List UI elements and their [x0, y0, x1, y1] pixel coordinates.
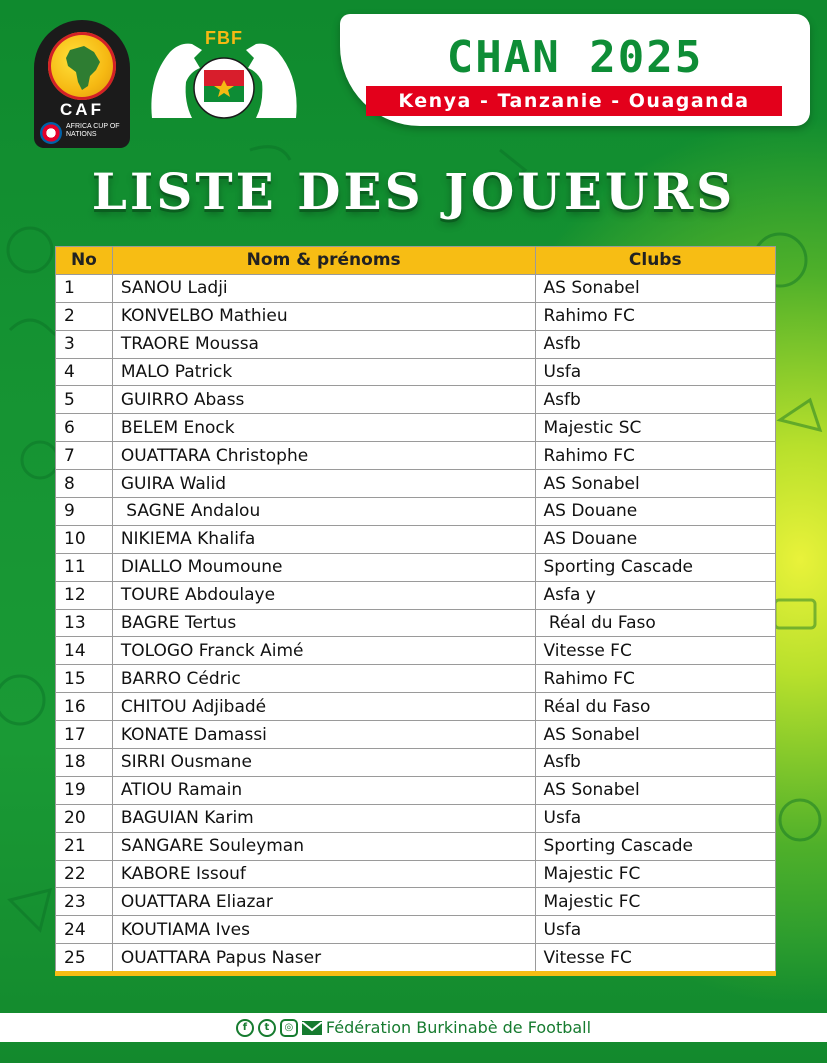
table-row	[56, 274, 776, 302]
table-row	[56, 442, 776, 470]
cell-club: Usfa	[535, 916, 776, 944]
cell-club: AS Sonabel	[535, 274, 776, 302]
cell-player-name: TRAORE Moussa	[112, 330, 535, 358]
table-header-row	[56, 247, 776, 275]
cell-number: 20	[56, 804, 113, 832]
cell-club: AS Sonabel	[535, 776, 776, 804]
cell-number: 10	[56, 525, 113, 553]
cell-number: 15	[56, 665, 113, 693]
instagram-icon[interactable]: ◎	[280, 1019, 298, 1037]
cell-number: 17	[56, 721, 113, 749]
cell-number: 8	[56, 470, 113, 498]
cell-number: 9	[56, 498, 113, 526]
cell-club: AS Douane	[535, 498, 776, 526]
cell-club: Vitesse FC	[535, 944, 776, 972]
cell-number: 12	[56, 581, 113, 609]
cell-player-name: TOURE Abdoulaye	[112, 581, 535, 609]
cell-player-name: SAGNE Andalou	[112, 498, 535, 526]
sponsor-logo-icon	[40, 122, 62, 144]
table-row	[56, 804, 776, 832]
table-row	[56, 525, 776, 553]
cell-club: Réal du Faso	[535, 609, 776, 637]
cell-player-name: KONVELBO Mathieu	[112, 302, 535, 330]
cell-player-name: BARRO Cédric	[112, 665, 535, 693]
cell-player-name: CHITOU Adjibadé	[112, 693, 535, 721]
event-title: CHAN 2025	[446, 32, 704, 83]
cell-club: Vitesse FC	[535, 637, 776, 665]
cell-number: 21	[56, 832, 113, 860]
cell-player-name: SIRRI Ousmane	[112, 749, 535, 777]
cell-club: Asfa y	[535, 581, 776, 609]
cell-player-name: OUATTARA Christophe	[112, 442, 535, 470]
facebook-icon[interactable]: f	[236, 1019, 254, 1037]
cell-player-name: KOUTIAMA Ives	[112, 916, 535, 944]
cell-club: Sporting Cascade	[535, 832, 776, 860]
cell-player-name: KONATE Damassi	[112, 721, 535, 749]
cell-number: 16	[56, 693, 113, 721]
cell-number: 2	[56, 302, 113, 330]
cell-player-name: BAGRE Tertus	[112, 609, 535, 637]
cell-club: Usfa	[535, 358, 776, 386]
table-row	[56, 386, 776, 414]
cell-player-name: NIKIEMA Khalifa	[112, 525, 535, 553]
player-list-body	[56, 274, 776, 971]
table-row	[56, 637, 776, 665]
cell-player-name: SANOU Ladji	[112, 274, 535, 302]
table-row	[56, 414, 776, 442]
cell-number: 23	[56, 888, 113, 916]
africa-globe-icon	[48, 32, 116, 100]
cell-player-name: BAGUIAN Karim	[112, 804, 535, 832]
table-row	[56, 860, 776, 888]
cell-club: Majestic FC	[535, 860, 776, 888]
cell-club: AS Sonabel	[535, 470, 776, 498]
federation-name: Fédération Burkinabè de Football	[325, 1018, 592, 1037]
table-row	[56, 498, 776, 526]
table-bottom-border	[55, 971, 776, 976]
host-countries-banner: Kenya - Tanzanie - Ouaganda	[366, 86, 782, 116]
cell-club: Rahimo FC	[535, 442, 776, 470]
caf-logo	[34, 20, 130, 148]
cell-player-name: GUIRA Walid	[112, 470, 535, 498]
cell-club: Rahimo FC	[535, 665, 776, 693]
caf-subtitle: AFRICA CUP OF NATIONS	[66, 123, 120, 138]
cell-player-name: OUATTARA Papus Naser	[112, 944, 535, 972]
title-card	[340, 14, 810, 126]
table-row	[56, 832, 776, 860]
cell-player-name: BELEM Enock	[112, 414, 535, 442]
cell-number: 14	[56, 637, 113, 665]
cell-club: Réal du Faso	[535, 693, 776, 721]
cell-club: Asfb	[535, 330, 776, 358]
cell-number: 22	[56, 860, 113, 888]
table-row	[56, 944, 776, 972]
cell-number: 13	[56, 609, 113, 637]
table-row	[56, 330, 776, 358]
player-list-table	[55, 246, 776, 972]
cell-club: Sporting Cascade	[535, 553, 776, 581]
cell-player-name: ATIOU Ramain	[112, 776, 535, 804]
cell-number: 4	[56, 358, 113, 386]
column-header-name: Nom & prénoms	[112, 247, 535, 275]
cell-number: 5	[56, 386, 113, 414]
table-row	[56, 609, 776, 637]
cell-number: 11	[56, 553, 113, 581]
cell-club: Majestic FC	[535, 888, 776, 916]
table-row	[56, 581, 776, 609]
cell-number: 6	[56, 414, 113, 442]
cell-player-name: GUIRRO Abass	[112, 386, 535, 414]
cell-number: 7	[56, 442, 113, 470]
fbf-logo	[146, 28, 302, 128]
cell-player-name: KABORE Issouf	[112, 860, 535, 888]
fbf-label: FBF	[205, 28, 243, 48]
table-row	[56, 665, 776, 693]
cell-club: AS Sonabel	[535, 721, 776, 749]
footer-bar	[0, 1013, 827, 1042]
twitter-icon[interactable]: t	[258, 1019, 276, 1037]
cell-player-name: OUATTARA Eliazar	[112, 888, 535, 916]
column-header-no: No	[56, 247, 113, 275]
table-row	[56, 693, 776, 721]
cell-number: 24	[56, 916, 113, 944]
table-row	[56, 721, 776, 749]
cell-club: Rahimo FC	[535, 302, 776, 330]
column-header-club: Clubs	[535, 247, 776, 275]
table-row	[56, 888, 776, 916]
cell-player-name: MALO Patrick	[112, 358, 535, 386]
cell-player-name: DIALLO Moumoune	[112, 553, 535, 581]
cell-number: 1	[56, 274, 113, 302]
cell-club: Majestic SC	[535, 414, 776, 442]
cell-player-name: SANGARE Souleyman	[112, 832, 535, 860]
table-row	[56, 470, 776, 498]
table-row	[56, 302, 776, 330]
cell-number: 3	[56, 330, 113, 358]
cell-number: 18	[56, 749, 113, 777]
mail-icon[interactable]	[302, 1021, 322, 1035]
table-row	[56, 358, 776, 386]
cell-player-name: TOLOGO Franck Aimé	[112, 637, 535, 665]
cell-club: Asfb	[535, 749, 776, 777]
cell-club: Usfa	[535, 804, 776, 832]
cell-club: AS Douane	[535, 525, 776, 553]
cell-number: 19	[56, 776, 113, 804]
table-row	[56, 776, 776, 804]
caf-label: CAF	[60, 100, 104, 119]
cell-number: 25	[56, 944, 113, 972]
table-row	[56, 553, 776, 581]
page-title: LISTE DES JOUEURS	[91, 162, 736, 221]
cell-club: Asfb	[535, 386, 776, 414]
table-row	[56, 749, 776, 777]
table-row	[56, 916, 776, 944]
